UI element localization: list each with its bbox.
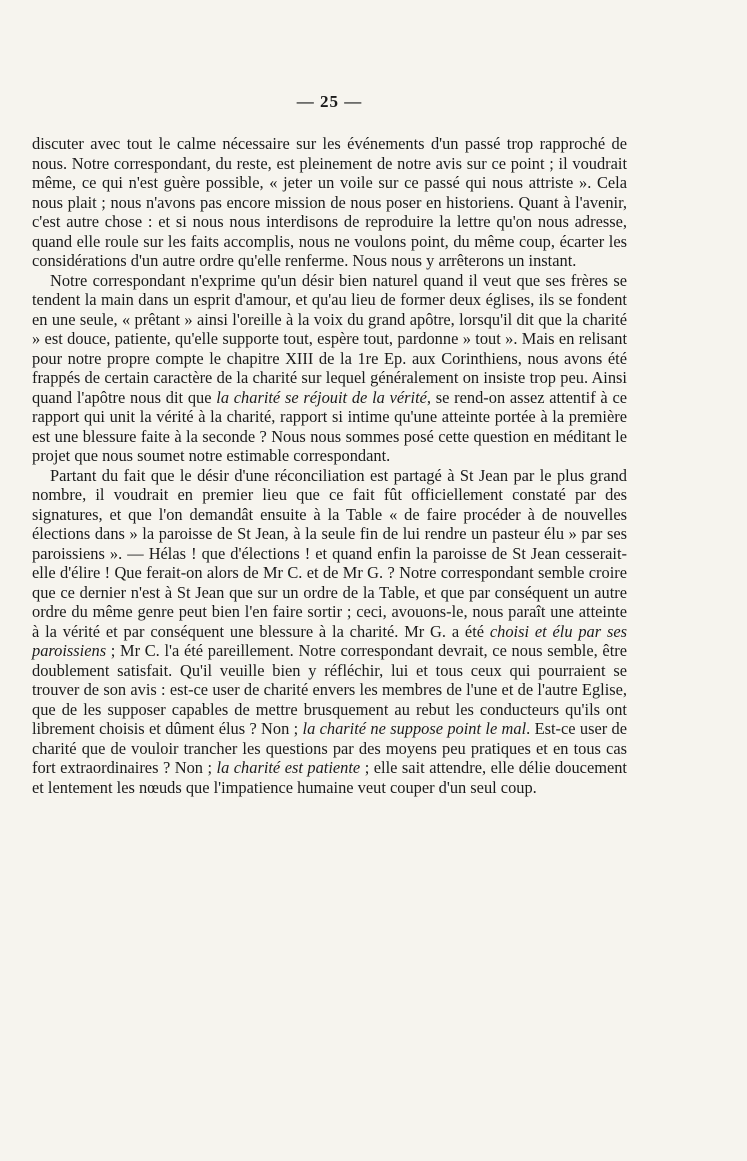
- text-run: Partant du fait que le désir d'une réconciliation est partagé à St Jean par le plus grand nombre, il voudrait en premier lieu que ce fait fût officiellement constaté par des signatures, et que l'on demandât ensuite à la Table « de faire procéder à de nouvelles élections dans » la paroisse de St Jean, à la seule fin de lui rendre un pasteur élu » par ses paroissiens ». — Hélas ! que d'élections ! et quand enfin la paroisse de St Jean cesserait-elle d'élire ! Que ferait-on alors de Mr C. et de Mr G. ? Notre correspondant semble croire que ce dernier n'est à St Jean que sur un ordre de la Table, et que par conséquent un autre ordre du même genre peut bien l'en faire sortir ; ceci, avouons-le, nous paraît une atteinte à la vérité et par conséquent une blessure à la charité. Mr G. a été: [32, 465, 627, 641]
- italic-phrase: choisi et élu par ses paroissiens: [32, 621, 627, 660]
- text-run: , se rend-on assez attentif à ce rapport qui unit la vérité à la charité, rapport si intime qu'une atteinte portée à la première est une blessure faite à la seconde ? Nous nous sommes posé cette question en méditant le projet que nous soumet notre estimable correspondant.: [32, 387, 628, 465]
- body-text: [32, 134, 627, 797]
- italic-phrase: la charité ne suppose point le mal: [302, 719, 527, 738]
- text-run: ; elle sait attendre, elle délie doucement et lentement les nœuds que l'impatience humaine veut couper d'un seul coup.: [32, 758, 627, 797]
- italic-phrase: la charité se réjouit de la vérité: [216, 387, 427, 407]
- text-run: ; Mr C. l'a été pareillement. Notre correspondant devrait, ce nous semble, être doublement satisfait. Qu'il veuille bien y réfléchir, lui et tous ceux qui pourraient se trouver de son avis : est-ce user de charité envers les membres de l'une et de l'autre Eglise, que de les supposer capables de mettre brusquement au rebut les conducteurs qu'ils ont librement choisis et dûment élus ? Non ;: [32, 641, 627, 738]
- text-run: . Est-ce user de charité que de vouloir trancher les questions par des moyens peu pratiques et en tous cas fort extraordinaires ? Non ;: [32, 719, 628, 777]
- paragraph: [32, 134, 627, 271]
- text-run: Notre correspondant n'exprime qu'un désir bien naturel quand il veut que ses frères se tendent la main dans un esprit d'amour, et qu'au lieu de former deux églises, ils se fondent en une seule, « prêtant » ainsi l'oreille à la voix du grand apôtre, lorsqu'il dit que la charité » est douce, patiente, qu'elle supporte tout, espère tout, pardonne » tout ». Mais en relisant pour notre propre compte le chapitre XIII de la 1re Ep. aux Corinthiens, nous avons été frappés de certain caractère de la charité sur lequel généralement on insiste trop peu. Ainsi quand l'apôtre nous dit que: [32, 270, 627, 407]
- italic-phrase: la charité est patiente: [216, 758, 361, 777]
- paragraph: [32, 271, 627, 466]
- paragraph: [32, 466, 627, 798]
- page-number: — 25 —: [296, 92, 363, 111]
- text-run: discuter avec tout le calme nécessaire sur les événements d'un passé trop rapproché de nous. Notre correspondant, du reste, est pleinement de notre avis sur ce point ; il voudrait même, ce qui n'est guère possible, « jeter un voile sur ce passé qui nous attriste ». Cela nous plait ; nous n'avons pas encore mission de nous poser en historiens. Quant à l'avenir, c'est autre chose : et si nous nous interdisons de reproduire la lettre qu'on nous adresse, quand elle roule sur les faits accomplis, nous ne voulons point, du même coup, écarter les considérations d'un autre ordre qu'elle renferme. Nous nous y arrêterons un instant.: [32, 134, 627, 270]
